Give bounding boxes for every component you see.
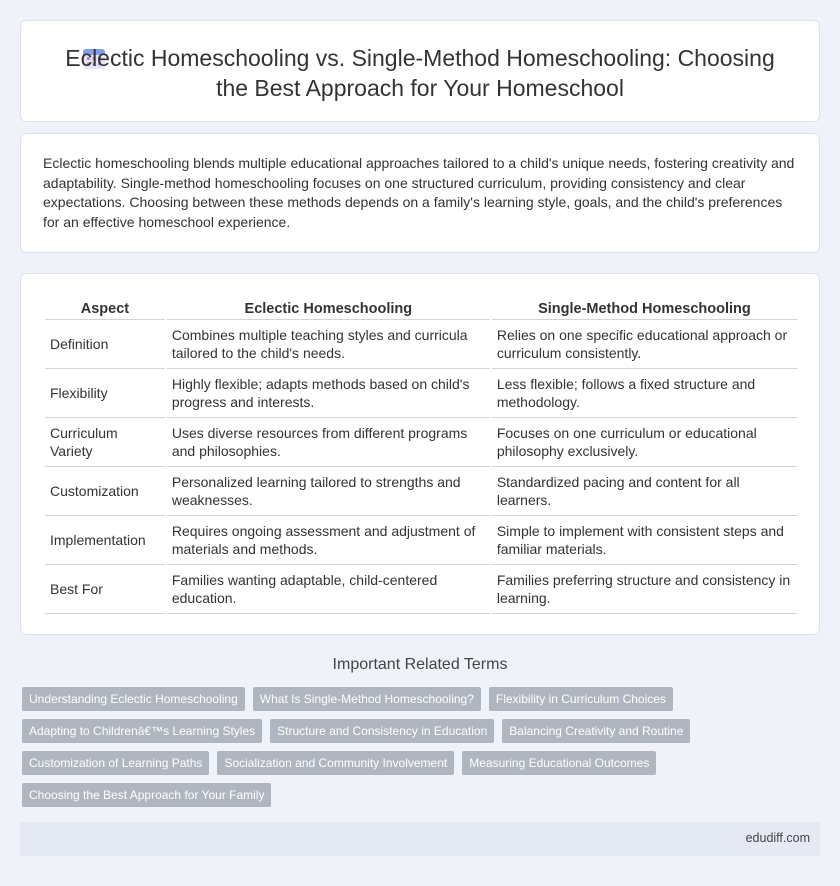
row-eclectic: Requires ongoing assessment and adjustment of materials and methods. <box>167 516 490 565</box>
title-card <box>20 20 820 122</box>
related-tag[interactable]: Customization of Learning Paths <box>22 751 209 775</box>
table-header-row <box>45 294 797 320</box>
related-tag[interactable]: Understanding Eclectic Homeschooling <box>22 687 245 711</box>
row-single-method: Relies on one specific educational approach or curriculum consistently. <box>492 320 797 369</box>
table-row <box>45 467 797 516</box>
footer-bar <box>20 822 820 856</box>
comparison-table <box>43 294 799 614</box>
related-tag[interactable]: What Is Single-Method Homeschooling? <box>253 687 481 711</box>
row-single-method: Less flexible; follows a fixed structure and methodology. <box>492 369 797 418</box>
related-tag[interactable]: Socialization and Community Involvement <box>217 751 454 775</box>
table-row <box>45 320 797 369</box>
summary-card <box>20 133 820 253</box>
related-tag[interactable]: Choosing the Best Approach for Your Family <box>22 783 271 807</box>
row-single-method: Families preferring structure and consistency in learning. <box>492 565 797 614</box>
row-aspect: Definition <box>45 320 165 369</box>
row-single-method: Simple to implement with consistent steps and familiar materials. <box>492 516 797 565</box>
comparison-card <box>20 273 820 635</box>
related-terms-heading: Important Related Terms <box>332 656 508 673</box>
row-aspect: Customization <box>45 467 165 516</box>
row-eclectic: Uses diverse resources from different programs and philosophies. <box>167 418 490 467</box>
header-eclectic: Eclectic Homeschooling <box>167 294 490 320</box>
row-aspect: Flexibility <box>45 369 165 418</box>
related-tag[interactable]: Balancing Creativity and Routine <box>502 719 690 743</box>
related-tag[interactable]: Measuring Educational Outcomes <box>462 751 656 775</box>
row-eclectic: Combines multiple teaching styles and curricula tailored to the child's needs. <box>167 320 490 369</box>
row-aspect: Implementation <box>45 516 165 565</box>
table-row <box>45 565 797 614</box>
related-tag[interactable]: Adapting to Childrenâ€™s Learning Styles <box>22 719 262 743</box>
related-terms-list <box>22 687 802 807</box>
related-tag[interactable]: Flexibility in Curriculum Choices <box>489 687 673 711</box>
row-aspect: Curriculum Variety <box>45 418 165 467</box>
related-tag[interactable]: Structure and Consistency in Education <box>270 719 494 743</box>
row-eclectic: Personalized learning tailored to strengths and weaknesses. <box>167 467 490 516</box>
row-aspect: Best For <box>45 565 165 614</box>
page-title: Eclectic Homeschooling vs. Single-Method Homeschooling: Choosing the Best Approach for Your Homeschool <box>65 45 775 101</box>
row-single-method: Standardized pacing and content for all learners. <box>492 467 797 516</box>
header-single-method: Single-Method Homeschooling <box>492 294 797 320</box>
row-single-method: Focuses on one curriculum or educational philosophy exclusively. <box>492 418 797 467</box>
footer-site-link[interactable]: edudiff.com <box>745 831 810 845</box>
table-row <box>45 418 797 467</box>
row-eclectic: Families wanting adaptable, child-centered education. <box>167 565 490 614</box>
table-row <box>45 369 797 418</box>
header-aspect: Aspect <box>45 294 165 320</box>
table-row <box>45 516 797 565</box>
summary-text: Eclectic homeschooling blends multiple educational approaches tailored to a child's unique needs, fostering creativity and adaptability. Single-method homeschooling focuses on one structured curriculum, providing consistency and clear expectations. Choosing between these methods depends on a family's learning style, goals, and the child's preferences for an effective homeschool experience. <box>43 155 795 230</box>
row-eclectic: Highly flexible; adapts methods based on child's progress and interests. <box>167 369 490 418</box>
